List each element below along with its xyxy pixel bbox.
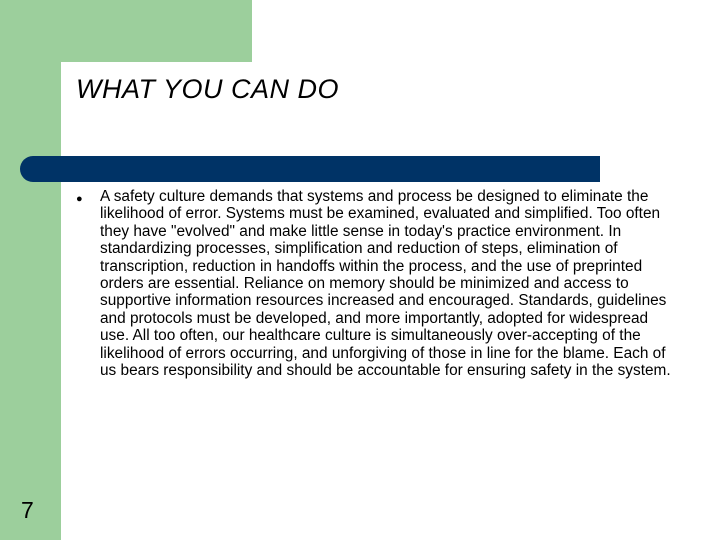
- page-number: 7: [21, 497, 34, 523]
- bullet-text: A safety culture demands that systems and process be designed to eliminate the likelihood of error. Systems must be examined, evaluated and simplified. Too often they have "evolved" and make little sense in today's practice environment. In standardizing processes, simplification and reduction of steps, elimination of transcription, reduction in handoffs within the process, and the use of preprinted orders are essential. Reliance on memory should be minimized and access to supportive information resources increased and encouraged. Standards, guidelines and protocols must be developed, and more importantly, adopted for widespread use. All too often, our healthcare culture is simultaneously over-accepting of the likelihood of errors occurring, and unforgiving of those in line for the blame. Each of us bears responsibility and should be accountable for ensuring safety in the system.: [100, 188, 671, 380]
- slide-title: WHAT YOU CAN DO: [76, 74, 340, 104]
- bullet-icon: ●: [76, 193, 83, 205]
- title-divider-bar: [20, 156, 600, 182]
- decorative-green-sidebar: [0, 0, 61, 540]
